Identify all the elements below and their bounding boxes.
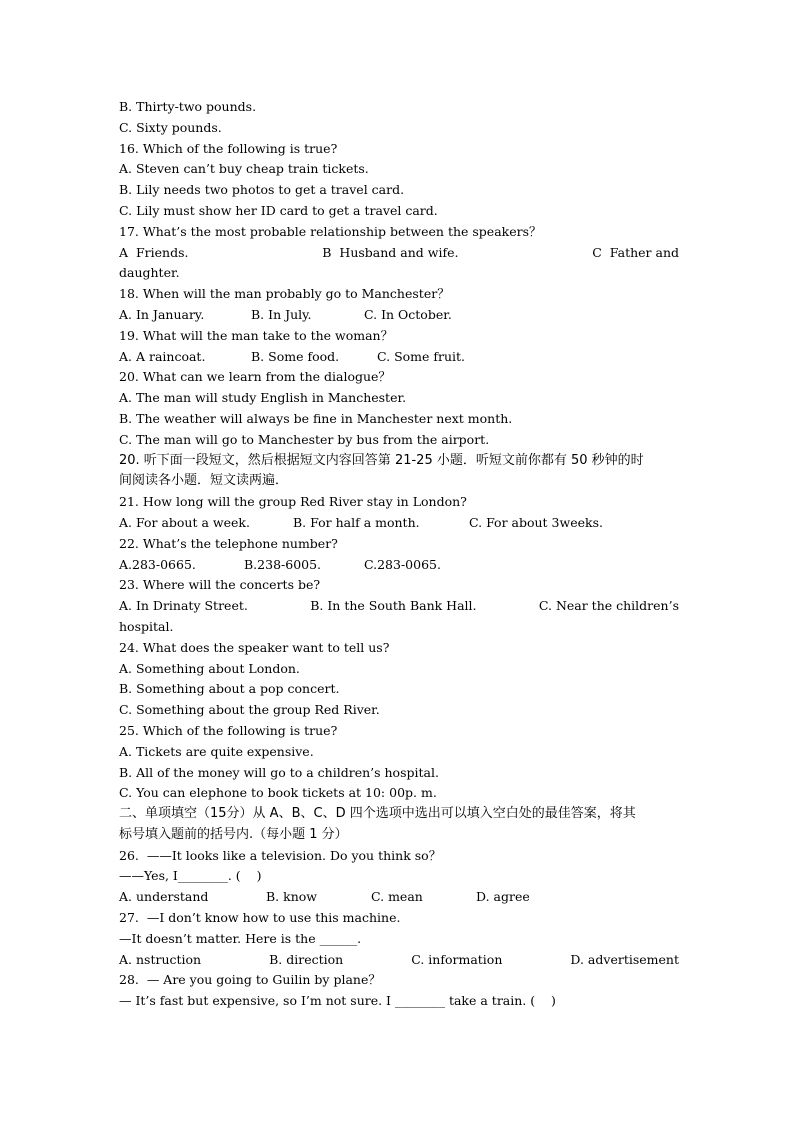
exam-page (119, 97, 679, 1012)
option-25c: C. You can elephone to book tickets at 10: 00p. m. (119, 785, 437, 801)
options-27 (119, 950, 679, 971)
options-18 (119, 305, 679, 326)
option-27c: C. information (411, 951, 503, 967)
question-24: 24. What does the speaker want to tell us? (119, 639, 390, 655)
options-19 (119, 347, 679, 368)
option-23a: A. In Drinaty Street. (119, 598, 248, 614)
options-17 (119, 243, 679, 264)
option-24a: A. Something about London. (119, 660, 300, 676)
option-20c: C. The man will go to Manchester by bus from the airport. (119, 431, 490, 447)
option-22b: B.238-6005. (244, 556, 322, 572)
option-23b: B. In the South Bank Hall. (310, 598, 477, 614)
option-24b: B. Something about a pop concert. (119, 681, 340, 697)
options-26 (119, 887, 679, 908)
question-18: 18. When will the man probably go to Manchester？ (119, 286, 450, 302)
option-26d: D. agree (476, 889, 530, 905)
option-23c-cont: hospital. (119, 618, 174, 634)
question-25: 25. Which of the following is true? (119, 722, 338, 738)
option-16a: A. Steven can’t buy cheap train tickets. (119, 161, 369, 177)
section-instructions: 20. 听下面一段短文，然后根据短文内容回答第 21-25 小题．听短文前你都有 50 秒钟的时 (119, 452, 644, 468)
option-18b: B. In July. (251, 306, 312, 322)
option-17c: C Father and (592, 244, 679, 260)
option-27b: B. direction (269, 951, 344, 967)
option-17b: B Husband and wife. (322, 244, 459, 260)
option-20a: A. The man will study English in Manchester. (119, 390, 407, 406)
option-16b: B. Lily needs two photos to get a travel card. (119, 182, 405, 198)
option-17c-cont: daughter. (119, 265, 180, 281)
question-28: 28. — Are you going to Guilin by plane？ (119, 972, 381, 988)
option-22a: A.283-0665. (119, 556, 196, 572)
section-2-heading-cont: 标号填入题前的括号内.（每小题 1 分） (119, 826, 348, 842)
option-25a: A. Tickets are quite expensive. (119, 743, 314, 759)
option-19b: B. Some food. (251, 348, 340, 364)
option-20b: B. The weather will always be fine in Manchester next month. (119, 410, 513, 426)
question-17: 17. What’s the most probable relationship between the speakers？ (119, 223, 542, 239)
option-25b: B. All of the money will go to a children’s hospital. (119, 764, 439, 780)
option-22c: C.283-0065. (364, 556, 441, 572)
option-18c: C. In October. (364, 306, 452, 322)
option-24c: C. Something about the group Red River. (119, 702, 380, 718)
option-27a: A. nstruction (119, 951, 202, 967)
option-26a: A. understand (119, 889, 209, 905)
option-16c: C. Lily must show her ID card to get a travel card. (119, 202, 438, 218)
option-15c: C. Sixty pounds. (119, 119, 222, 135)
question-27-reply: —It doesn’t matter. Here is the ______. (119, 930, 362, 946)
options-21 (119, 513, 679, 534)
option-27d: D. advertisement (570, 951, 679, 967)
option-23c: C. Near the children’s (538, 598, 679, 614)
options-23 (119, 596, 679, 617)
question-19: 19. What will the man take to the woman？ (119, 327, 394, 343)
section-2-heading: 二、单项填空（15分）从 A、B、C、D 四个选项中选出可以填入空白处的最佳答案，将其 (119, 806, 636, 822)
option-26b: B. know (266, 889, 317, 905)
question-20: 20. What can we learn from the dialogue？ (119, 369, 391, 385)
option-19a: A. A raincoat. (119, 348, 206, 364)
question-28-reply: — It’s fast but expensive, so I’m not sure. I ________ take a train. ( ) (119, 993, 556, 1009)
question-27: 27. —I don’t know how to use this machine. (119, 910, 401, 926)
option-19c: C. Some fruit. (377, 348, 466, 364)
option-26c: C. mean (371, 889, 423, 905)
option-21b: B. For half a month. (293, 514, 420, 530)
question-16: 16. Which of the following is true? (119, 140, 338, 156)
question-26: 26. ——It looks like a television. Do you think so？ (119, 847, 442, 863)
options-22 (119, 555, 679, 576)
question-26-reply: ——Yes, I________. ( ) (119, 868, 262, 884)
question-22: 22. What’s the telephone number? (119, 535, 338, 551)
option-21c: C. For about 3weeks. (469, 514, 603, 530)
option-17a: A Friends. (119, 244, 189, 260)
option-18a: A. In January. (119, 306, 205, 322)
question-23: 23. Where will the concerts be? (119, 577, 321, 593)
option-21a: A. For about a week. (119, 514, 250, 530)
section-instructions-cont: 间阅读各小题．短文读两遍． (119, 473, 289, 489)
question-21: 21. How long will the group Red River stay in London? (119, 494, 467, 510)
option-15b: B. Thirty-two pounds. (119, 99, 257, 114)
